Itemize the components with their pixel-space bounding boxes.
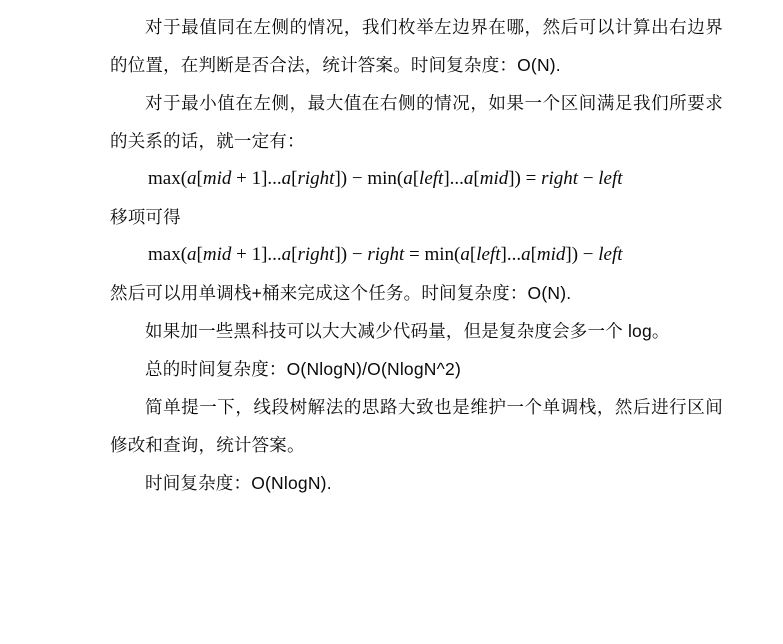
paragraph-5: 如果加一些黑科技可以大大减少代码量，但是复杂度会多一个 log。	[145, 321, 670, 341]
paragraph-7: 简单提一下，线段树解法的思路大致也是维护一个单调栈，然后进行区间修改和查询，统计答案。	[110, 397, 723, 455]
paragraph-8: 时间复杂度：O(NlogN).	[145, 473, 332, 493]
paragraph-6: 总的时间复杂度：O(NlogN)/O(NlogN^2)	[145, 359, 461, 379]
formula-1: max(a[mid + 1]...a[right]) − min(a[left]...a[mid]) = right − left	[148, 168, 623, 189]
paragraph-2: 对于最小值在左侧，最大值在右侧的情况，如果一个区间满足我们所要求的关系的话，就一定有：	[110, 93, 723, 151]
formula-2: max(a[mid + 1]...a[right]) − right = min(a[left]...a[mid]) − left	[148, 244, 623, 265]
paragraph-4: 然后可以用单调栈+桶来完成这个任务。时间复杂度：O(N).	[110, 283, 572, 303]
paragraph-1: 对于最值同在左侧的情况，我们枚举左边界在哪，然后可以计算出右边界的位置，在判断是否合法，统计答案。时间复杂度：O(N).	[110, 17, 723, 75]
paragraph-3: 移项可得	[110, 207, 181, 227]
